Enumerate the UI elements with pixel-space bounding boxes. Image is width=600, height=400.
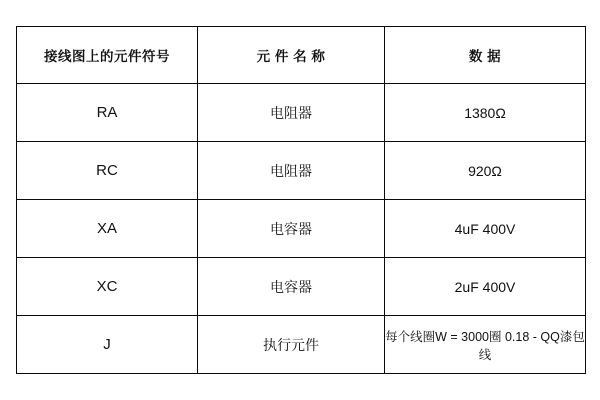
cell-symbol: RC [17, 142, 198, 200]
cell-data: 4uF 400V [385, 200, 586, 258]
table-header-row [17, 27, 586, 84]
cell-name: 执行元件 [198, 316, 385, 374]
header-cell-data: 数 据 [385, 27, 586, 84]
cell-name: 电容器 [198, 200, 385, 258]
table-row [17, 258, 586, 316]
component-spec-table [16, 26, 586, 374]
cell-data: 每个线圈W = 3000圈 0.18 - QQ漆包线 [385, 316, 586, 374]
table-body [17, 27, 586, 374]
table-row [17, 84, 586, 142]
table-row [17, 316, 586, 374]
cell-name: 电容器 [198, 258, 385, 316]
cell-data: 2uF 400V [385, 258, 586, 316]
table-row [17, 142, 586, 200]
header-cell-name: 元 件 名 称 [198, 27, 385, 84]
cell-symbol: RA [17, 84, 198, 142]
cell-name: 电阻器 [198, 84, 385, 142]
cell-name: 电阻器 [198, 142, 385, 200]
cell-symbol: XC [17, 258, 198, 316]
cell-data: 920Ω [385, 142, 586, 200]
cell-symbol: J [17, 316, 198, 374]
cell-data: 1380Ω [385, 84, 586, 142]
cell-symbol: XA [17, 200, 198, 258]
header-cell-symbol: 接线图上的元件符号 [17, 27, 198, 84]
table-row [17, 200, 586, 258]
